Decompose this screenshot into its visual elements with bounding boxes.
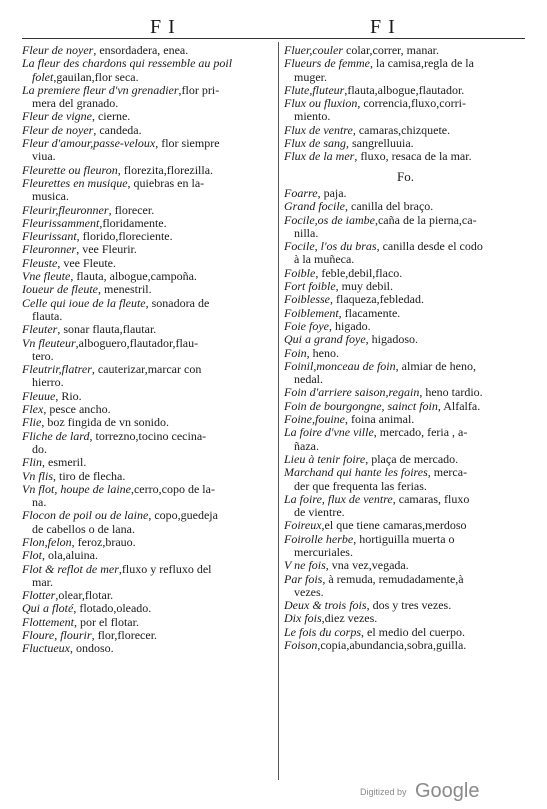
- entry-line: [22, 57, 274, 70]
- headword: Flot: [22, 548, 42, 563]
- definition: mar.: [32, 574, 53, 589]
- definition: ,diez vezes.: [321, 611, 378, 626]
- definition: , flauta, albogue,campoña.: [70, 269, 197, 284]
- entry-line: [284, 533, 527, 546]
- entry-line: [22, 616, 274, 629]
- headword: Qui a grand foye: [284, 332, 366, 347]
- definition: , quiebras en la-: [127, 175, 205, 190]
- headword: Flotter: [22, 588, 56, 603]
- entry-line: [284, 413, 527, 426]
- entry-line: [284, 307, 527, 320]
- headword: folet: [32, 69, 54, 84]
- definition: muger.: [294, 69, 327, 84]
- headword: Flot & reflot de mer: [22, 561, 119, 576]
- headword: Fleurissant: [22, 229, 77, 244]
- definition: , tiro de flecha.: [53, 468, 126, 483]
- definition: , canilla del braço.: [345, 199, 434, 214]
- entry-line: [22, 443, 274, 456]
- definition: nedal.: [294, 372, 323, 387]
- entry-line: [284, 187, 527, 200]
- headword: Vn fleuteur: [22, 335, 76, 350]
- entry-line: [284, 453, 527, 466]
- entry-line: [22, 337, 274, 350]
- headword: Flocon de poil ou de laine: [22, 508, 149, 523]
- headword: V ne fois: [284, 558, 326, 573]
- entry-line: [284, 519, 527, 532]
- entry-line: [22, 110, 274, 123]
- entry-line: [284, 546, 527, 559]
- entry-line: [284, 386, 527, 399]
- definition: , mercado, feria , a-: [373, 425, 468, 440]
- entry-line: [284, 480, 527, 493]
- entry-line: [22, 523, 274, 536]
- entry-line: [284, 639, 527, 652]
- headword: Deux & trois fois: [284, 598, 367, 613]
- headword: Fleurir,fleuronner: [22, 202, 109, 217]
- entry-line: [284, 347, 527, 360]
- entry-line: [284, 626, 527, 639]
- definition: , ensordadera, enea.: [93, 43, 189, 57]
- entry-line: [22, 350, 274, 363]
- headword: Foin de bourgongne, sainct foin: [284, 398, 438, 413]
- definition: , foina animal.: [344, 412, 415, 427]
- entry-line: [284, 400, 527, 413]
- headword: Foible: [284, 265, 316, 280]
- entry-line: [22, 137, 274, 150]
- entry-line: [22, 323, 274, 336]
- headword: Fluer,couler: [284, 43, 343, 57]
- digitized-footer: [360, 780, 479, 803]
- headword: Fleur d'amour,passe-veloux: [22, 136, 156, 151]
- definition: , paja.: [317, 185, 347, 200]
- definition: , cierne.: [91, 109, 131, 124]
- entry-line: [22, 456, 274, 469]
- definition: , à remuda, remudadamente,à: [322, 571, 464, 586]
- entry-line: [22, 124, 274, 137]
- headword: Celle qui ioue de la fleute: [22, 295, 146, 310]
- definition: , dos y tres vezes.: [366, 598, 452, 613]
- section-heading: Fo.: [397, 168, 414, 184]
- entry-line: [284, 426, 527, 439]
- definition: tero.: [32, 348, 54, 363]
- entry-line: [284, 240, 527, 253]
- entry-line: [284, 360, 527, 373]
- entry-line: [22, 470, 274, 483]
- header-left: F I: [150, 16, 176, 38]
- entry-line: [22, 483, 274, 496]
- definition: à la muñeca.: [294, 252, 355, 267]
- entry-line: [284, 84, 527, 97]
- definition: colar,correr, manar.: [343, 43, 439, 57]
- definition: flauta.: [32, 308, 63, 323]
- entry-line: [284, 57, 527, 70]
- headword: Grand focile: [284, 199, 345, 214]
- definition: mercuriales.: [294, 544, 353, 559]
- entry-line: [22, 363, 274, 376]
- definition: , sonar flauta,flautar.: [57, 322, 157, 337]
- headword: Fleutrir,flatrer: [22, 362, 92, 377]
- definition: ,gauilan,flor seca.: [53, 69, 139, 84]
- entry-line: [22, 549, 274, 562]
- definition: , ondoso.: [69, 641, 114, 656]
- definition: , la camisa,regla de la: [369, 56, 474, 71]
- headword: Vn flis: [22, 468, 54, 483]
- headword: Fleuue: [22, 388, 56, 403]
- entry-line: [22, 204, 274, 217]
- entry-line: [284, 44, 527, 57]
- headword: Flute,fluteur: [284, 82, 345, 97]
- definition: , vee Fleute.: [57, 255, 116, 270]
- definition: ,caña de la pierna,ca-: [374, 212, 477, 227]
- entry-line: [284, 124, 527, 137]
- entry-line: [284, 137, 527, 150]
- definition: , fluxo, resaca de la mar.: [354, 149, 472, 164]
- headword: Foison: [284, 638, 318, 653]
- entry-line: [22, 297, 274, 310]
- entry-line: [284, 280, 527, 293]
- definition: , ola,aluina.: [42, 548, 98, 563]
- entry-line: [22, 217, 274, 230]
- definition: , plaça de mercado.: [365, 451, 459, 466]
- google-logo: Google: [414, 780, 480, 802]
- entry-line: [284, 320, 527, 333]
- entry-line: [284, 150, 527, 163]
- headword: La foire d'vne ville: [284, 425, 374, 440]
- entry-line: [284, 559, 527, 572]
- headword: Flux de la mer: [284, 149, 355, 164]
- column-divider: [278, 42, 279, 780]
- headword: Foinil,monceau de foin: [284, 358, 396, 373]
- headword: Flie: [22, 415, 42, 430]
- entry-line: [284, 293, 527, 306]
- headword: Foireux: [284, 518, 322, 533]
- entry-line: [22, 602, 274, 615]
- definition: , vee Fleurir.: [76, 242, 137, 257]
- headword: Dix fois: [284, 611, 322, 626]
- headword: Fleuste: [22, 255, 58, 270]
- headword: Foine,fouine: [284, 412, 345, 427]
- definition: , sangrelluuia.: [346, 136, 414, 151]
- headword: Fort foible: [284, 279, 336, 294]
- headword: Fluctueux: [22, 641, 70, 656]
- definition: , correncia,fluxo,corri-: [357, 96, 466, 111]
- definition: musica.: [32, 189, 69, 204]
- definition: , menestril.: [97, 282, 152, 297]
- entry-line: [22, 97, 274, 110]
- entry-line: [22, 177, 274, 190]
- entry-line: [284, 227, 527, 240]
- left-column: [22, 44, 274, 656]
- definition: ,fluxo y refluxo del: [118, 561, 212, 576]
- definition: , almiar de heno,: [395, 358, 476, 373]
- headword: Flueurs de femme: [284, 56, 370, 71]
- entry-line: [22, 257, 274, 270]
- definition: , pesce ancho.: [43, 402, 111, 417]
- definition: , canilla desde el codo: [376, 239, 483, 254]
- header-rule: [22, 38, 525, 39]
- headword: Flux ou fluxion: [284, 96, 358, 111]
- headword: Marchand qui hante les foires: [284, 465, 428, 480]
- entry-line: [22, 190, 274, 203]
- definition: , sonadora de: [145, 295, 210, 310]
- headword: Ioueur de fleute: [22, 282, 98, 297]
- definition: , boz fingida de vn sonido.: [41, 415, 169, 430]
- entry-line: [22, 430, 274, 443]
- headword: Flottement: [22, 614, 74, 629]
- entry-line: [22, 71, 274, 84]
- entry-line: [22, 243, 274, 256]
- entry-line: [284, 573, 527, 586]
- entry-line: [22, 629, 274, 642]
- entry-line: [22, 642, 274, 655]
- headword: Fleur de noyer: [22, 122, 94, 137]
- definition: , merca-: [427, 465, 468, 480]
- headword: Flux de sang: [284, 136, 346, 151]
- headword: Flin: [22, 455, 42, 470]
- definition: , feble,debil,flaco.: [315, 265, 403, 280]
- entry-line: [284, 373, 527, 386]
- definition: , candeda.: [93, 122, 142, 137]
- definition: ,el que tiene camaras,merdoso: [321, 518, 467, 533]
- definition: , florezita,florezilla.: [117, 162, 214, 177]
- entry-line: [22, 230, 274, 243]
- definition: de cabellos o de lana.: [32, 521, 135, 536]
- headword: Fleur de noyer: [22, 43, 94, 57]
- definition: , esmeril.: [42, 455, 87, 470]
- headword: Foiblesse: [284, 292, 330, 307]
- definition: , camaras, fluxo: [392, 491, 470, 506]
- definition: , el medio del cuerpo.: [361, 624, 465, 639]
- entry-line: [22, 390, 274, 403]
- headword: Par fois: [284, 571, 323, 586]
- definition: , flor,florecer.: [91, 628, 158, 643]
- header-right: F I: [370, 16, 396, 38]
- entry-line: [284, 493, 527, 506]
- entry-line: [22, 44, 274, 57]
- headword: La fleur des chardons qui ressemble au poil: [22, 56, 233, 71]
- entry-line: [22, 536, 274, 549]
- headword: Foarre: [284, 185, 318, 200]
- entry-line: [284, 506, 527, 519]
- definition: der que frequenta las ferias.: [294, 478, 427, 493]
- headword: Fleurettes en musique: [22, 175, 128, 190]
- headword: Foirolle herbe: [284, 531, 354, 546]
- headword: Fleuronner: [22, 242, 77, 257]
- entry-line: [284, 71, 527, 84]
- entry-line: [284, 333, 527, 346]
- headword: Foin: [284, 345, 307, 360]
- entry-line: [22, 509, 274, 522]
- entry-line: [22, 270, 274, 283]
- entry-line: [284, 253, 527, 266]
- definition: , heno.: [306, 345, 339, 360]
- headword: La premiere fleur d'vn grenadier: [22, 82, 179, 97]
- definition: , higadoso.: [365, 332, 418, 347]
- definition: , vna vez,vegada.: [325, 558, 409, 573]
- entry-line: [22, 310, 274, 323]
- headword: Fleurissamment: [22, 215, 100, 230]
- definition: ,olear,flotar.: [55, 588, 114, 603]
- entry-line: [22, 376, 274, 389]
- definition: ,copia,abundancia,sobra,guilla.: [317, 638, 467, 653]
- definition: ,flor pri-: [178, 82, 220, 97]
- right-column: [284, 44, 527, 652]
- definition: , cauterizar,marcar con: [91, 362, 202, 377]
- headword: Fliche de lard: [22, 428, 90, 443]
- definition: , feroz,brauo.: [71, 534, 136, 549]
- definition: na.: [32, 495, 47, 510]
- entry-line: [284, 599, 527, 612]
- definition: , muy debil.: [335, 279, 393, 294]
- entry-line: [22, 589, 274, 602]
- definition: , Alfalfa.: [437, 398, 481, 413]
- entry-line: [284, 200, 527, 213]
- definition: , torrezno,tocino cecina-: [89, 428, 207, 443]
- entry-line: [284, 586, 527, 599]
- definition: ,cerro,copo de la-: [130, 481, 215, 496]
- definition: viua.: [32, 149, 56, 164]
- definition: hierro.: [32, 375, 64, 390]
- definition: , flaqueza,febledad.: [330, 292, 424, 307]
- definition: vezes.: [294, 584, 324, 599]
- definition: nilla.: [294, 225, 319, 240]
- headword: Floure, flourir: [22, 628, 92, 643]
- entry-line: [22, 496, 274, 509]
- entry-line: [284, 267, 527, 280]
- definition: ñaza.: [294, 438, 319, 453]
- definition: do.: [32, 441, 47, 456]
- entry-line: [22, 576, 274, 589]
- headword: Qui a floté: [22, 601, 74, 616]
- definition: , flotado,oleado.: [73, 601, 152, 616]
- headword: Flon,felon: [22, 534, 72, 549]
- definition: , por el flotar.: [73, 614, 139, 629]
- definition: , florecer.: [108, 202, 155, 217]
- definition: miento.: [294, 109, 331, 124]
- headword: Vn flot, houpe de laine: [22, 481, 131, 496]
- entry-line: [22, 416, 274, 429]
- headword: Vne fleute: [22, 269, 71, 284]
- entry-line: [22, 563, 274, 576]
- entry-line: [284, 612, 527, 625]
- digitized-label: Digitized by: [360, 786, 407, 797]
- definition: , higado.: [328, 318, 371, 333]
- headword: Foie foye: [284, 318, 329, 333]
- definition: mera del granado.: [32, 96, 119, 111]
- definition: de vientre.: [294, 505, 345, 520]
- definition: , copo,guedeja: [148, 508, 218, 523]
- definition: ,alboguero,flautador,flau-: [75, 335, 199, 350]
- entry-line: [284, 110, 527, 123]
- running-header: [20, 12, 527, 38]
- definition: , flacamente.: [338, 305, 401, 320]
- headword: Fleurette ou fleuron: [22, 162, 118, 177]
- entry-line: [22, 283, 274, 296]
- definition: , flor siempre: [155, 136, 220, 151]
- headword: La foire, flux de ventre: [284, 491, 393, 506]
- definition: ,floridamente.: [99, 215, 167, 230]
- headword: Le fois du corps: [284, 624, 362, 639]
- entry-line: [284, 97, 527, 110]
- definition: , florido,floreciente.: [76, 229, 173, 244]
- entry-line: [22, 403, 274, 416]
- headword: Fleuter: [22, 322, 58, 337]
- headword: Foiblement: [284, 305, 339, 320]
- headword: Flux de ventre: [284, 122, 353, 137]
- entry-line: [22, 164, 274, 177]
- headword: Fleur de vigne: [22, 109, 92, 124]
- entry-line: [284, 466, 527, 479]
- definition: , camaras,chizquete.: [352, 122, 451, 137]
- definition: , hortiguilla muerta o: [353, 531, 455, 546]
- headword: Lieu à tenir foire: [284, 451, 366, 466]
- entry-line: [22, 84, 274, 97]
- headword: Foin d'arriere saison,regain: [284, 385, 420, 400]
- definition: , heno tardio.: [419, 385, 483, 400]
- headword: Focile,os de iambe: [284, 212, 375, 227]
- headword: Focile, l'os du bras: [284, 239, 377, 254]
- headword: Flex: [22, 402, 44, 417]
- definition: ,flauta,albogue,flautador.: [344, 82, 465, 97]
- entry-line: [22, 150, 274, 163]
- entry-line: [284, 440, 527, 453]
- entry-line: [284, 214, 527, 227]
- definition: , Rio.: [55, 388, 82, 403]
